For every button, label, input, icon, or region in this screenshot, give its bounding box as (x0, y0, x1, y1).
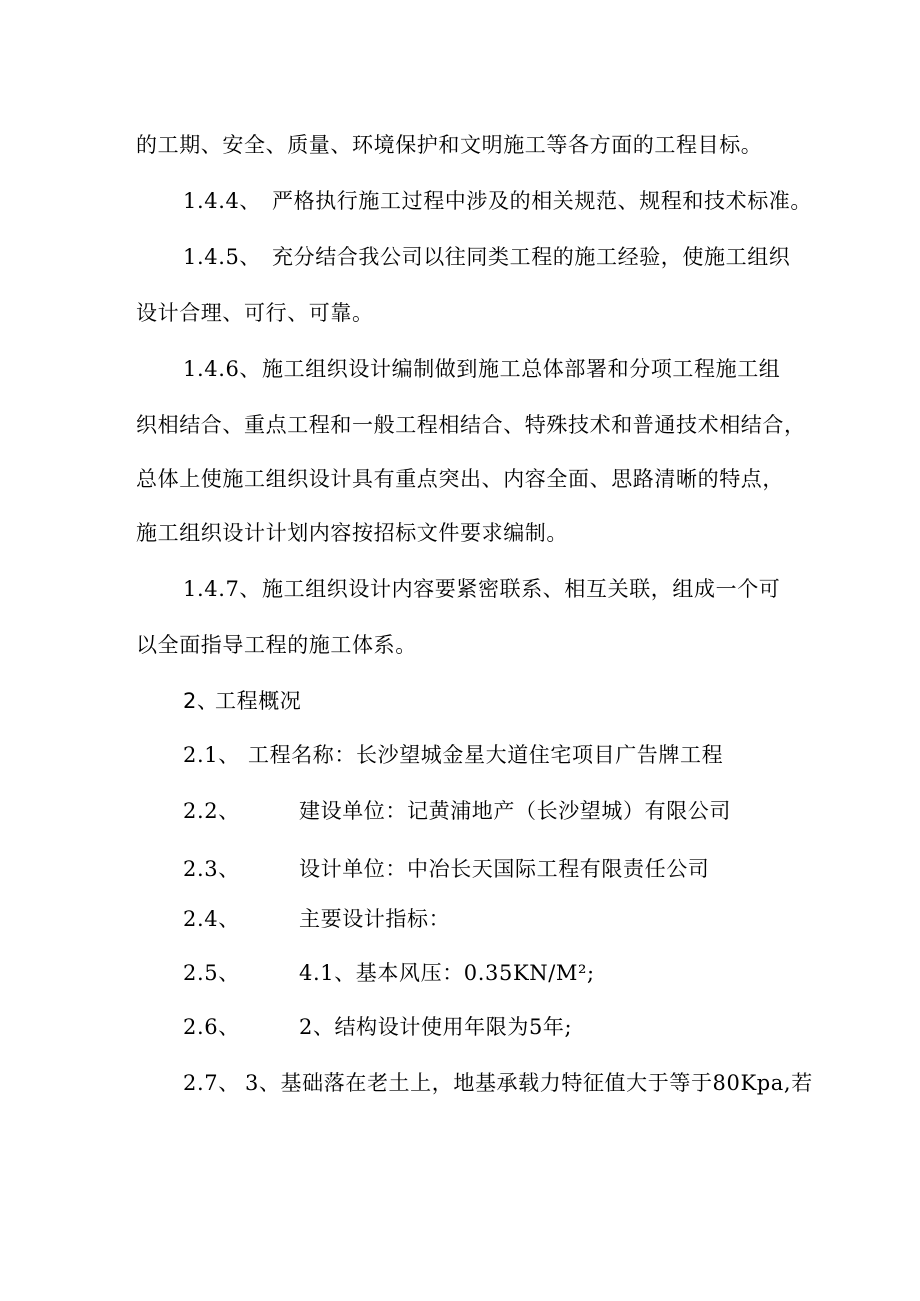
text: 施工组织设计内容要紧密联系、相互关联，组成一个可 (262, 577, 781, 601)
section-number: 1.4.7、 (183, 577, 262, 601)
text: 以全面指导工程的施工体系。 (136, 633, 417, 657)
section-number: 1.4.5、 (183, 245, 262, 269)
section-number: 1.4.6、 (183, 357, 262, 381)
section-number: 2.1、 (183, 743, 240, 767)
section-number: 2.5、 (183, 961, 240, 985)
section-number: 2.6、 (183, 1015, 240, 1039)
section-number: 1.4.4、 (183, 189, 262, 213)
text: 2、结构设计使用年限为5年; (299, 1015, 573, 1039)
text: 施工组织设计计划内容按招标文件要求编制。 (136, 521, 568, 545)
section-number: 2.3、 (183, 857, 240, 881)
text: 工程名称：长沙望城金星大道住宅项目广告牌工程 (248, 743, 724, 767)
text: 3、基础落在老土上，地基承载力特征值大于等于80Kpa,若 (245, 1071, 813, 1095)
text: 总体上使施工组织设计具有重点突出、内容全面、思路清晰的特点， (136, 467, 784, 491)
text: 施工组织设计编制做到施工总体部署和分项工程施工组 (262, 357, 781, 381)
section-number: 2、 (183, 689, 219, 713)
section-number: 2.2、 (183, 799, 240, 823)
text: 4.1、基本风压：0.35KN/M²; (299, 961, 595, 985)
text: 严格执行施工过程中涉及的相关规范、规程和技术标准。 (272, 189, 812, 213)
text: 充分结合我公司以往同类工程的施工经验，使施工组织 (272, 245, 791, 269)
heading-text: 工程概况 (215, 689, 302, 713)
text: 设计合理、可行、可靠。 (136, 301, 374, 325)
text: 织相结合、重点工程和一般工程相结合、特殊技术和普通技术相结合， (136, 413, 806, 437)
section-number: 2.7、 (183, 1071, 240, 1095)
text: 建设单位：记黄浦地产（长沙望城）有限公司 (299, 799, 731, 823)
text: 主要设计指标： (299, 907, 451, 931)
text: 的工期、安全、质量、环境保护和文明施工等各方面的工程目标。 (136, 133, 763, 157)
section-number: 2.4、 (183, 907, 240, 931)
text: 设计单位：中冶长天国际工程有限责任公司 (299, 857, 710, 881)
